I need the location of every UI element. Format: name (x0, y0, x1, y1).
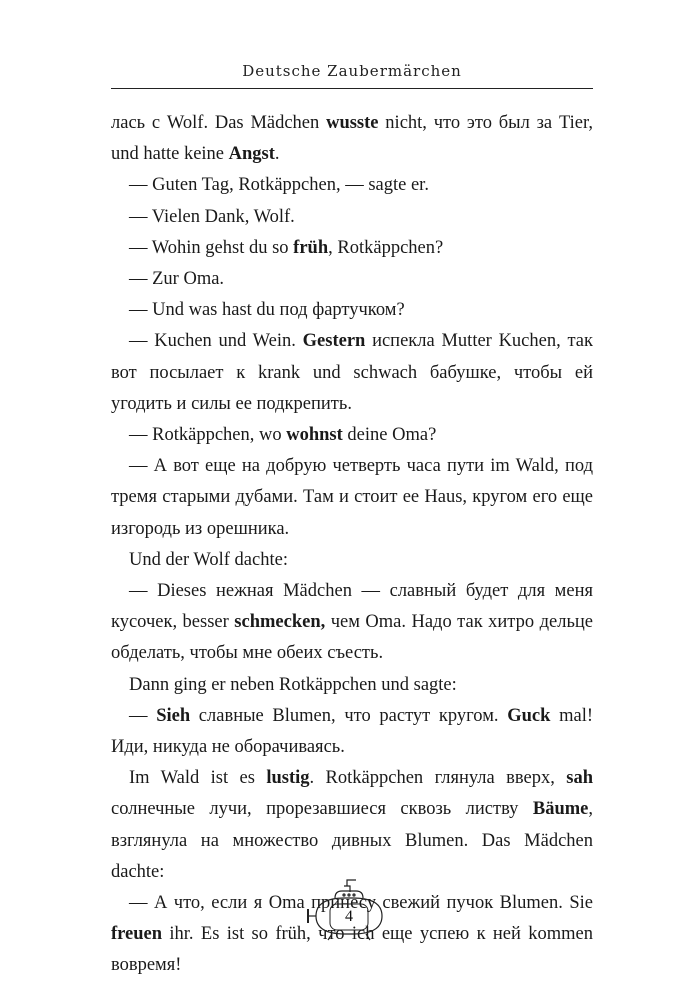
paragraph (111, 233, 593, 264)
text-run: солнечные лучи, прорезавшиеся сквозь листву (111, 799, 533, 820)
text-run: , взглянула на множество дивных Blumen. Das Mädchen dachte: (111, 799, 593, 882)
paragraph (111, 701, 593, 763)
text-run: — А вот еще на добрую четверть часа пути im Wald, под тремя старыми дубами. Там и стоит ее Haus, кругом его еще изгородь из орешника. (111, 456, 593, 539)
page-number: 4 (345, 908, 353, 925)
paragraph (111, 576, 593, 670)
text-run: — Zur Oma. (129, 269, 225, 290)
paragraph (111, 170, 593, 201)
paragraph (111, 108, 593, 170)
text-run: — Kuchen und Wein. (129, 331, 303, 352)
text-run: лась с Wolf. Das Mädchen (111, 113, 327, 133)
bold-word: Angst (228, 144, 275, 165)
text-run: — А что, если я Oma принесу свежий пучок Blumen. Sie (129, 893, 593, 914)
paragraph (111, 545, 593, 576)
text-run: deine Oma? (342, 425, 437, 446)
text-run: — Dieses нежная Mädchen — славный будет для меня кусочек, besser (111, 581, 593, 633)
paragraph (111, 326, 593, 420)
text-run: . Rotkäppchen глянула вверх, (309, 768, 567, 789)
paragraph (111, 420, 593, 451)
bold-word: lustig (266, 768, 310, 789)
bold-word: sah (566, 768, 594, 789)
text-run: испекла Mutter Kuchen, так вот посылает к krank und schwach бабушке, чтобы ей угодить и силы ее подкрепить. (111, 331, 593, 414)
running-header: Deutsche Zaubermärchen (242, 62, 462, 80)
page-footer (0, 878, 682, 948)
text-run: — Und was hast du под фартучком? (129, 300, 405, 321)
text-run: Dann ging er neben Rotkäppchen und sagte: (129, 674, 457, 695)
text-run: — Guten Tag, Rotkäppchen, — sagte er. (129, 175, 429, 196)
text-run: — Rotkäppchen, wo (129, 425, 287, 446)
text-run: Im Wald ist es (129, 768, 267, 789)
text-run: mal! Иди, никуда не оборачиваясь. (111, 705, 593, 758)
header-rule (111, 88, 593, 89)
bold-word: früh (293, 237, 329, 258)
bold-word: Bäume (532, 799, 589, 820)
text-run: . (274, 144, 280, 165)
text-run: , Rotkäppchen? (328, 237, 444, 258)
bold-word: Gestern (302, 331, 366, 352)
paragraph (111, 763, 593, 888)
text-run: — Vielen Dank, Wolf. (129, 206, 295, 227)
body-text (111, 108, 593, 982)
paragraph (111, 451, 593, 545)
bold-word: wusste (326, 113, 379, 133)
bold-word: Guck (507, 705, 551, 726)
paragraph (111, 202, 593, 233)
text-run: nicht, что это был за Tier, und hatte keine (111, 113, 593, 165)
bold-word: wohnst (286, 425, 343, 446)
paragraph (111, 295, 593, 326)
bold-word: schmecken, (234, 612, 326, 633)
text-run: славные Blumen, что растут кругом. (190, 705, 508, 726)
text-run: чем Oma. Надо так хитро дельце обделать, чтобы мне обеих съесть. (111, 612, 593, 664)
bold-word: freuen (111, 924, 163, 945)
paragraph (111, 670, 593, 701)
text-run: — Wohin gehst du so (129, 237, 294, 258)
text-run: Und der Wolf dachte: (129, 549, 288, 570)
bold-word: Sieh (156, 705, 191, 726)
text-run: ihr. Es ist so früh, что ich еще успею к ней kommen вовремя! (111, 924, 593, 976)
text-run: — (129, 705, 157, 726)
paragraph (111, 264, 593, 295)
